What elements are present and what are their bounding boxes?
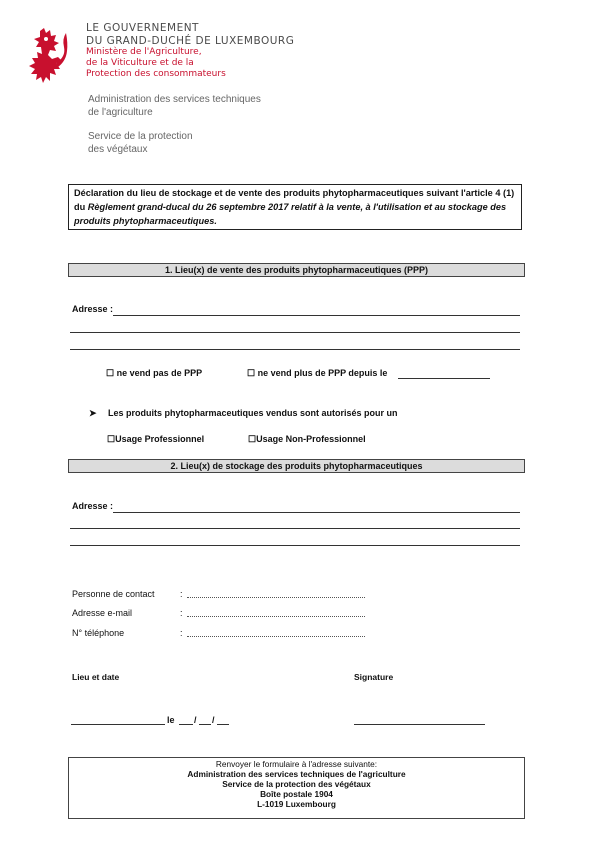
email-colon: : [180,608,183,618]
return-address-box [68,757,525,819]
contact-person-colon: : [180,589,183,599]
place-date-label: Lieu et date [72,672,120,682]
storage-address-line-3[interactable] [70,545,520,546]
contact-person-label: Personne de contact [72,589,155,599]
date-slash-1: / [194,715,197,725]
service-line-2: des végétaux [88,144,148,155]
government-title [86,22,294,80]
signature-line[interactable] [354,724,485,725]
date-year-line[interactable] [217,724,229,725]
checkbox-usage-professional[interactable]: ☐Usage Professionnel [107,434,205,444]
admin-line-2: de l'agriculture [88,107,153,118]
footer-line-3: Service de la protection des végétaux [222,779,371,789]
footer-line-1: Renvoyer le formulaire à l'adresse suivante: [215,759,378,769]
phone-label: N° téléphone [72,628,125,638]
sale-address-line-1[interactable] [113,315,520,316]
email-label: Adresse e-mail [72,608,133,618]
phone-colon: : [180,628,183,638]
storage-address-line-2[interactable] [70,528,520,529]
sale-address-line-2[interactable] [70,332,520,333]
usage-question: Les produits phytopharmaceutiques vendus sont autorisés pour un [108,408,398,418]
ministry-line-3: Protection des consommateurs [86,69,226,79]
gov-line-1: LE GOUVERNEMENT [86,22,199,34]
service-line-1: Service de la protection [88,131,193,142]
footer-line-5: L-1019 Luxembourg [257,799,336,809]
sale-address-label: Adresse : [72,304,114,314]
signature-label: Signature [354,672,394,682]
checkbox-no-longer-sale[interactable]: ☐ ne vend plus de PPP depuis le [247,368,388,378]
place-line[interactable] [71,724,165,725]
phone-field[interactable] [187,636,365,637]
footer-line-2: Administration des services techniques de l'agriculture [187,769,406,779]
admin-line-1: Administration des services techniques [88,94,261,105]
checkbox-usage-non-professional[interactable]: ☐Usage Non-Professionnel [248,434,366,444]
sale-address-line-3[interactable] [70,349,520,350]
storage-address-line-1[interactable] [113,512,520,513]
arrow-bullet-icon: ➤ [89,408,97,418]
checkbox-no-sale[interactable]: ☐ ne vend pas de PPP [106,368,203,378]
gov-line-2: DU GRAND-DUCHÉ DE LUXEMBOURG [86,34,295,47]
section-1-header: 1. Lieu(x) de vente des produits phytopharmaceutiques (PPP) [68,263,525,277]
storage-address-label: Adresse : [72,501,114,511]
service-name [88,130,193,156]
footer-line-4: Boîte postale 1904 [260,789,333,799]
declaration-box [68,184,522,230]
date-slash-2: / [212,715,215,725]
declaration-regulation: Règlement grand-ducal du 26 septembre 2017 relatif à la vente, à l'utilisation et au stockage des produits phytopharmaceutiques. [74,202,507,226]
date-day-line[interactable] [179,724,193,725]
email-field[interactable] [187,616,365,617]
le-text: le [167,715,175,725]
declaration-text: Déclaration du lieu de stockage et de vente des produits phytopharmaceutiques suivant l'article 4 (1) du [74,188,515,212]
section-2-header: 2. Lieu(x) de stockage des produits phytopharmaceutiques [68,459,525,473]
no-longer-date-line[interactable] [398,378,490,379]
ministry-line-2: de la Viticulture et de la [86,58,194,68]
luxembourg-lion-logo [26,27,70,85]
administration-name [88,93,261,119]
ministry-line-1: Ministère de l'Agriculture, [86,47,202,57]
date-month-line[interactable] [199,724,211,725]
contact-person-field[interactable] [187,597,365,598]
